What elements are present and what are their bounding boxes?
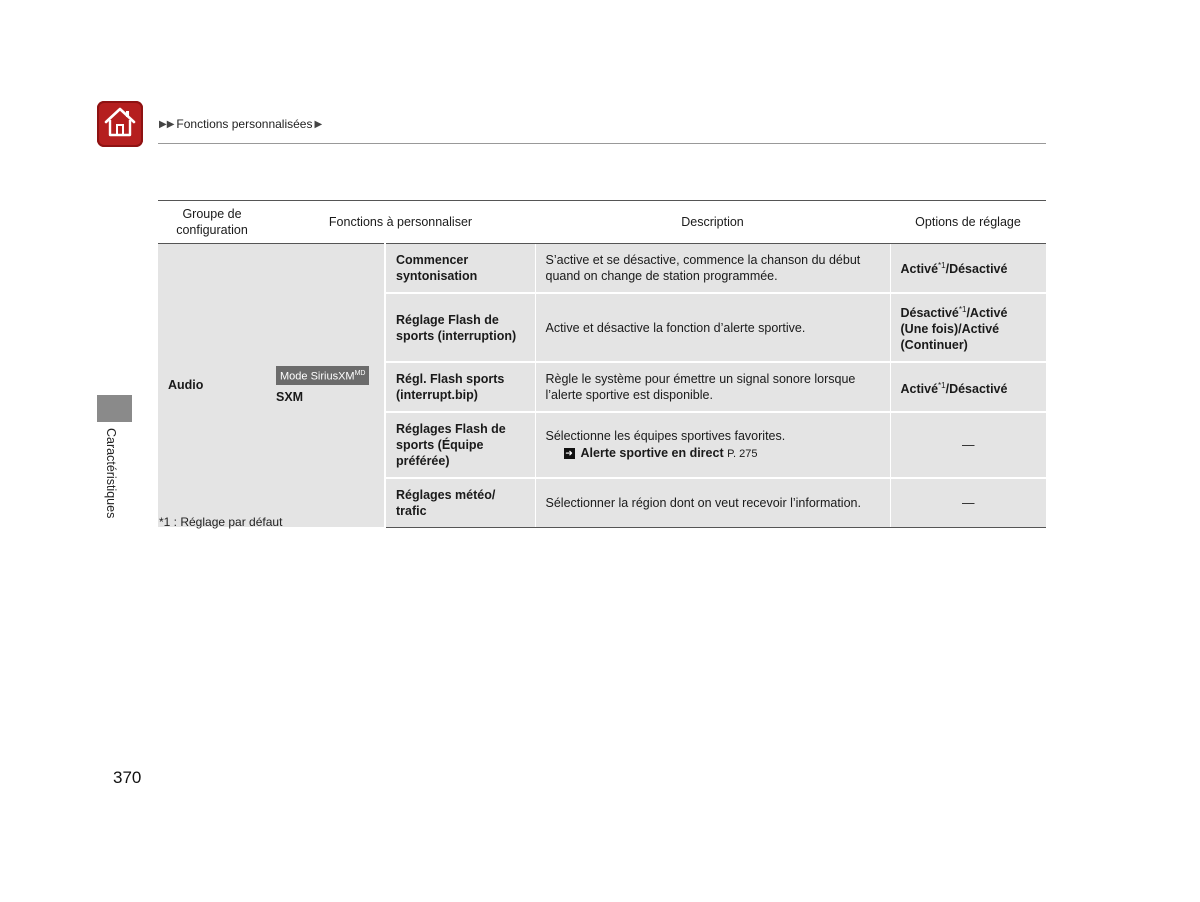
table-header-row [158,201,1046,244]
breadcrumb [159,117,322,131]
cross-reference-label: Alerte sportive en direct [580,446,724,461]
header-function: Fonctions à personnaliser [266,201,535,244]
function-cell: Régl. Flash sports (interrupt.bip) [385,362,535,412]
option-alternatives: /Désactivé [945,262,1008,277]
function-cell: Réglages météo/ trafic [385,478,535,528]
home-button[interactable] [97,101,143,147]
description-text: Sélectionne les équipes sportives favorites. [545,429,786,444]
header-description: Description [535,201,890,244]
mode-badge [276,366,369,385]
footnote: *1 : Réglage par défaut [159,515,283,529]
arrow-link-icon: ➜ [565,448,573,459]
options-cell: — [890,478,1046,528]
function-cell: Réglage Flash de sports (interruption) [385,293,535,362]
section-tab[interactable] [97,395,132,422]
function-cell: Commencer syntonisation [385,244,535,294]
description-cell: Règle le système pour émettre un signal sonore lorsque l’alerte sportive est disponible. [535,362,890,412]
option-footnote-ref: *1 [958,305,967,314]
function-cell: Réglages Flash de sports (Équipe préférée) [385,412,535,478]
options-cell [890,362,1046,412]
header-options: Options de réglage [890,201,1046,244]
option-default: Activé [900,262,939,277]
home-icon [103,106,137,143]
page-number: 370 [113,768,142,787]
cross-reference-link[interactable] [546,445,880,462]
mode-badge-label: Mode SiriusXM [280,370,355,383]
breadcrumb-link[interactable]: Fonctions personnalisées [176,117,313,131]
breadcrumb-arrows: ▶▶ [159,118,175,130]
option-alternatives: /Activé (Une fois)/Activé (Continuer) [900,306,1008,353]
group-cell: Audio [158,244,266,528]
description-cell: Sélectionner la région dont on veut recevoir l’information. [535,478,890,528]
options-cell [890,293,1046,362]
description-cell [535,412,890,478]
options-cell [890,244,1046,294]
header-group: Groupe de configuration [158,201,266,244]
header-divider [158,143,1046,144]
breadcrumb-arrow-right: ▶ [314,118,323,130]
description-cell: Active et désactive la fonction d’alerte sportive. [535,293,890,362]
mode-name: SXM [276,389,304,404]
section-tab-label: Caractéristiques [104,428,118,519]
table-row [158,244,1046,294]
option-default: Désactivé [900,306,959,321]
option-footnote-ref: *1 [938,380,946,390]
options-cell: — [890,412,1046,478]
mode-badge-sup: MD [354,370,366,377]
settings-table [158,200,1046,529]
option-footnote-ref: *1 [938,261,946,271]
option-alternatives: /Désactivé [945,381,1008,396]
description-cell: S’active et se désactive, commence la chanson du début quand on change de station programmée. [535,244,890,294]
option-default: Activé [900,381,939,396]
mode-cell [266,244,385,528]
cross-reference-page: P. 275 [727,448,758,461]
